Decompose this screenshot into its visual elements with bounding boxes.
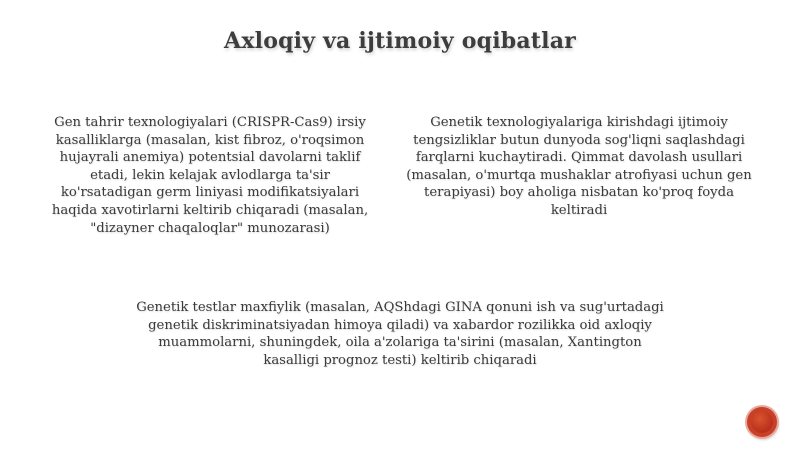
text-block-social-inequality: Genetik texnologiyalariga kirishdagi ijtimoiy tengsizliklar butun dunyoda sog'liqni saqlashdagi farqlarni kuchaytiradi. Qimmat davolash usullari (masalan, o'murtqa mushaklar atrofiyasi uchun gen terapiyasi) boy aholiga nisbatan ko'proq foyda keltiradi — [406, 115, 752, 218]
slide-title: Axloqiy va ijtimoiy oqibatlar — [224, 28, 576, 54]
text-block-gene-editing: Gen tahrir texnologiyalari (CRISPR-Cas9) irsiy kasalliklarga (masalan, kist fibroz, o'roqsimon hujayrali anemiya) potentsial davolarni taklif etadi, lekin kelajak avlodlarga ta'sir ko'rsatadigan germ liniyasi modifikatsiyalari haqida xavotirlarni keltirib chiqaradi (masalan, "dizayner chaqaloqlar" munozarasi) — [51, 115, 369, 236]
text-block-genetic-testing: Genetik testlar maxfiylik (masalan, AQShdagi GINA qonuni ish va sug'urtadagi genetik diskriminatsiyadan himoya qiladi) va xabardor rozilikka oid axloqiy muammolarni, shuningdek, oila a'zolariga ta'sirini (masalan, Xantington kasalligi prognoz testi) keltirib chiqaradi — [136, 300, 664, 368]
circle-button-icon[interactable] — [747, 407, 777, 437]
